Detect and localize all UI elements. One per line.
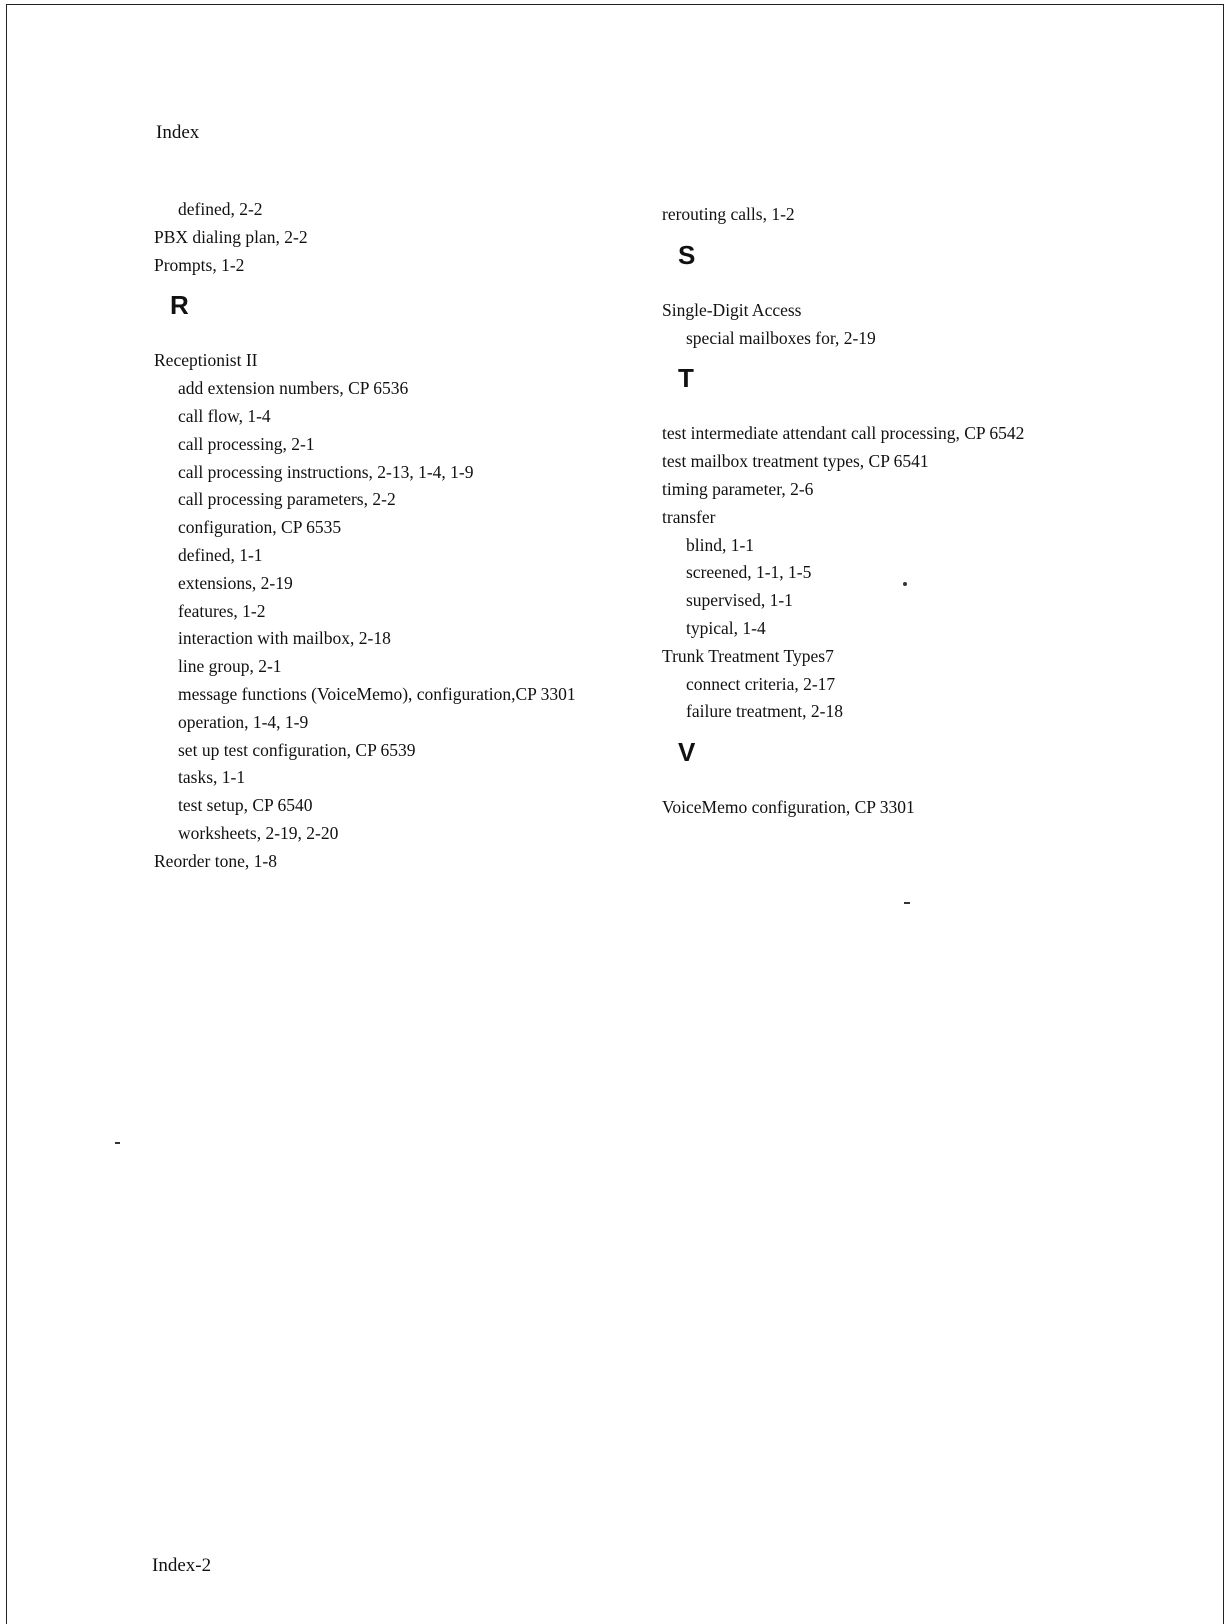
index-entry: Prompts, 1-2 [154, 254, 245, 275]
index-subentry: set up test configuration, CP 6539 [178, 739, 416, 760]
index-entry: timing parameter, 2-6 [662, 478, 814, 499]
index-subentry: worksheets, 2-19, 2-20 [178, 822, 339, 843]
index-subentry: extensions, 2-19 [178, 572, 293, 593]
index-entry: Single-Digit Access [662, 299, 802, 320]
section-letter-v: V [678, 737, 696, 768]
index-entry: rerouting calls, 1-2 [662, 204, 795, 224]
index-subentry: line group, 2-1 [178, 656, 282, 677]
index-subentry: configuration, CP 6535 [178, 517, 342, 538]
index-subentry: add extension numbers, CP 6536 [178, 378, 409, 399]
index-subentry: blind, 1-1 [686, 534, 755, 555]
section-letter-t: T [678, 363, 694, 394]
index-subentry: interaction with mailbox, 2-18 [178, 628, 391, 649]
index-subentry: call processing, 2-1 [178, 433, 315, 454]
index-entry: PBX dialing plan, 2-2 [154, 226, 308, 247]
index-subentry: defined, 1-1 [178, 544, 263, 565]
index-group [154, 196, 624, 279]
scan-speck [115, 1142, 120, 1144]
index-subentry: features, 1-2 [178, 600, 266, 621]
index-subentry: failure treatment, 2-18 [686, 701, 843, 722]
index-subentry: typical, 1-4 [686, 617, 766, 638]
index-subentry: supervised, 1-1 [686, 590, 793, 611]
index-subentry: call flow, 1-4 [178, 405, 271, 426]
index-entry: test intermediate attendant call processing, CP 6542 [662, 423, 1025, 444]
index-column-left [154, 196, 624, 876]
index-column-right [662, 201, 1082, 822]
index-subentry: operation, 1-4, 1-9 [178, 711, 309, 732]
section-letter-r: R [170, 290, 189, 321]
index-subentry: call processing parameters, 2-2 [178, 489, 396, 510]
index-group [662, 794, 1082, 822]
scan-speck [904, 902, 910, 904]
index-group [662, 297, 1082, 353]
index-entry: Trunk Treatment Types7 [662, 645, 834, 666]
index-subentry: message functions (VoiceMemo), configuration,CP 3301 [178, 683, 576, 704]
index-subentry: screened, 1-1, 1-5 [686, 562, 812, 583]
page-number: Index-2 [152, 1555, 212, 1576]
section-letter-s: S [678, 239, 696, 270]
index-group [662, 420, 1082, 726]
index-subentry: defined, 2-2 [178, 199, 263, 219]
index-subentry: tasks, 1-1 [178, 767, 246, 788]
index-group [154, 347, 624, 875]
index-subentry: call processing instructions, 2-13, 1-4, 1-9 [178, 461, 474, 482]
index-entry: VoiceMemo configuration, CP 3301 [662, 797, 915, 818]
index-entry: test mailbox treatment types, CP 6541 [662, 451, 929, 472]
index-group [662, 201, 1082, 229]
index-entry: Reorder tone, 1-8 [154, 850, 277, 871]
scan-speck [903, 582, 907, 586]
index-subentry: connect criteria, 2-17 [686, 673, 836, 694]
index-subentry: test setup, CP 6540 [178, 795, 313, 816]
index-entry: Receptionist II [154, 350, 258, 371]
index-entry: transfer [662, 506, 716, 527]
index-subentry: special mailboxes for, 2-19 [686, 327, 876, 348]
running-head: Index [156, 122, 200, 143]
